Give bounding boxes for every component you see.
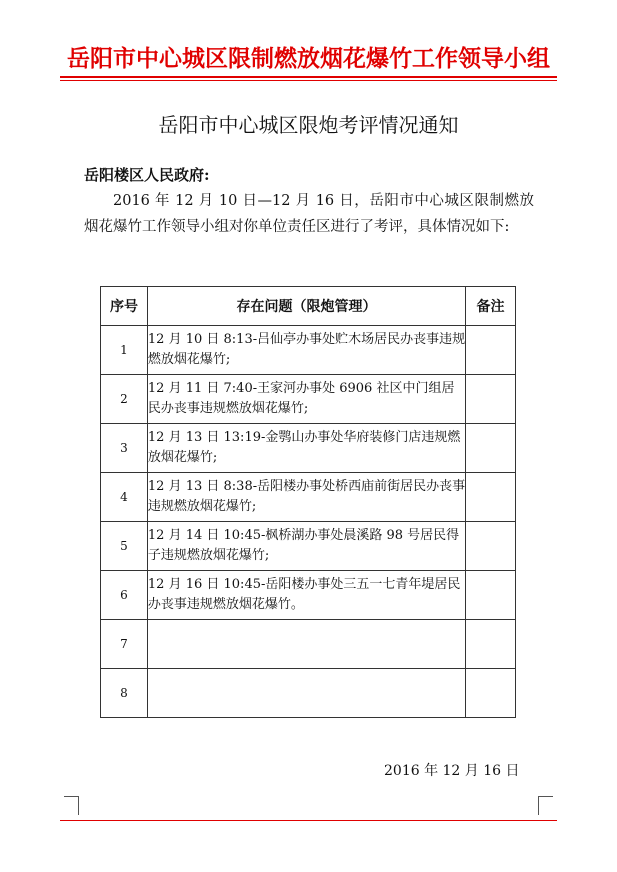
row-number: 1 (101, 326, 148, 375)
row-note (466, 326, 516, 375)
document-title: 岳阳市中心城区限炮考评情况通知 (158, 113, 459, 137)
header-red-rule-thin (60, 80, 557, 81)
row-issue (147, 669, 465, 718)
row-number: 4 (101, 473, 148, 522)
row-number: 7 (101, 620, 148, 669)
issuing-org-header: 岳阳市中心城区限制燃放烟花爆竹工作领导小组 (67, 45, 550, 72)
row-issue: 12 月 10 日 8:13-吕仙亭办事处贮木场居民办丧事违规燃放烟花爆竹; (147, 326, 465, 375)
row-issue: 12 月 13 日 13:19-金鹗山办事处华府装修门店违规燃放烟花爆竹; (147, 424, 465, 473)
row-number: 2 (101, 375, 148, 424)
table-row (101, 424, 516, 473)
table-row (101, 620, 516, 669)
row-note (466, 375, 516, 424)
row-number: 3 (101, 424, 148, 473)
row-issue: 12 月 14 日 10:45-枫桥湖办事处晨溪路 98 号居民得子违规燃放烟花爆竹; (147, 522, 465, 571)
row-issue: 12 月 13 日 8:38-岳阳楼办事处桥西庙前街居民办丧事违规燃放烟花爆竹; (147, 473, 465, 522)
corner-mark-left (64, 796, 79, 815)
row-issue: 12 月 11 日 7:40-王家河办事处 6906 社区中门组居民办丧事违规燃放烟花爆竹; (147, 375, 465, 424)
row-note (466, 669, 516, 718)
table-row (101, 522, 516, 571)
header-note: 备注 (466, 287, 516, 326)
table-row (101, 571, 516, 620)
row-note (466, 522, 516, 571)
row-note (466, 473, 516, 522)
table-row (101, 473, 516, 522)
row-number: 6 (101, 571, 148, 620)
table-row (101, 375, 516, 424)
row-note (466, 571, 516, 620)
issues-table (100, 286, 516, 718)
footer-red-rule (60, 820, 557, 821)
document-date: 2016 年 12 月 16 日 (384, 763, 520, 779)
header-red-rule (60, 76, 557, 78)
row-note (466, 424, 516, 473)
row-issue (147, 620, 465, 669)
header-issue: 存在问题（限炮管理） (147, 287, 465, 326)
header-seq: 序号 (101, 287, 148, 326)
row-note (466, 620, 516, 669)
body-paragraph: 2016 年 12 月 10 日—12 月 16 日，岳阳市中心城区限制燃放烟花爆竹工作领导小组对你单位责任区进行了考评，具体情况如下: (84, 193, 534, 235)
addressee: 岳阳楼区人民政府: (84, 166, 210, 184)
row-number: 8 (101, 669, 148, 718)
table-row (101, 669, 516, 718)
table-row (101, 326, 516, 375)
corner-mark-right (538, 796, 553, 815)
table-header-row (101, 287, 516, 326)
row-issue: 12 月 16 日 10:45-岳阳楼办事处三五一七青年堤居民办丧事违规燃放烟花爆竹。 (147, 571, 465, 620)
row-number: 5 (101, 522, 148, 571)
